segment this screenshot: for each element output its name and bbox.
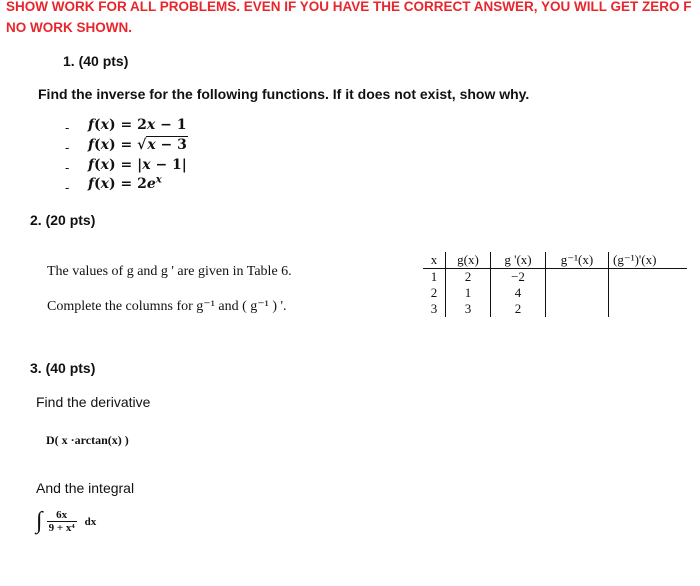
warning-line-2: NO WORK SHOWN.	[6, 20, 132, 35]
table-row	[423, 285, 687, 301]
table-cell	[546, 269, 609, 286]
integral-sign: ∫	[36, 508, 43, 534]
integral-fraction	[47, 509, 77, 534]
table-header-cell: x	[423, 252, 446, 269]
table-cell: 2	[423, 285, 446, 301]
values-table	[423, 252, 687, 317]
bullet-dash: -	[65, 160, 70, 175]
bullet-dash: -	[65, 140, 70, 155]
table-cell	[546, 285, 609, 301]
table-cell: 4	[491, 285, 546, 301]
integral-expression	[36, 508, 96, 535]
table-cell: 3	[446, 301, 491, 317]
table-header-cell: g(x)	[446, 252, 491, 269]
table-header-cell: g⁻¹(x)	[546, 252, 609, 269]
function-2: f(x) = √x − 3	[88, 137, 187, 153]
table-header-cell: (g⁻¹)'(x)	[609, 252, 688, 269]
table-cell: 3	[423, 301, 446, 317]
function-1: f(x) = 2x − 1	[88, 117, 187, 133]
bullet-dash: -	[65, 120, 70, 135]
problem-2-line-2: Complete the columns for g⁻¹ and ( g⁻¹ ) '.	[47, 299, 287, 314]
table-cell: 2	[491, 301, 546, 317]
table-cell	[546, 301, 609, 317]
table-cell: −2	[491, 269, 546, 286]
derivative-expression: D( x ·arctan(x) )	[46, 433, 129, 447]
problem-1-heading: 1. (40 pts)	[63, 53, 129, 69]
problem-1-instruction: Find the inverse for the following functions. If it does not exist, show why.	[38, 86, 530, 102]
integral-denominator: 9 + x⁴	[48, 522, 75, 534]
bullet-dash: -	[65, 180, 70, 195]
table-row	[423, 269, 687, 286]
integral-label: And the integral	[36, 480, 135, 496]
table-cell	[609, 285, 688, 301]
derivative-label: Find the derivative	[36, 394, 151, 410]
table-cell: 1	[423, 269, 446, 286]
table-header-cell: g '(x)	[491, 252, 546, 269]
table-cell: 1	[446, 285, 491, 301]
integral-numerator: 6x	[47, 509, 77, 522]
table-header-row	[423, 252, 687, 269]
problem-2-line-1: The values of g and g ' are given in Table 6.	[47, 264, 292, 279]
problem-3-heading: 3. (40 pts)	[30, 360, 96, 376]
function-3: f(x) = |x − 1|	[88, 157, 187, 173]
table-row	[423, 301, 687, 317]
function-4: $f(x) = 2e^x$	[88, 174, 162, 192]
table-cell	[609, 269, 688, 286]
integral-dx: dx	[84, 515, 97, 528]
problem-2-heading: 2. (20 pts)	[30, 212, 96, 228]
warning-line-1: SHOW WORK FOR ALL PROBLEMS. EVEN IF YOU HAVE THE CORRECT ANSWER, YOU WILL GET ZERO F	[6, 0, 692, 14]
table-cell	[609, 301, 688, 317]
table-cell: 2	[446, 269, 491, 286]
